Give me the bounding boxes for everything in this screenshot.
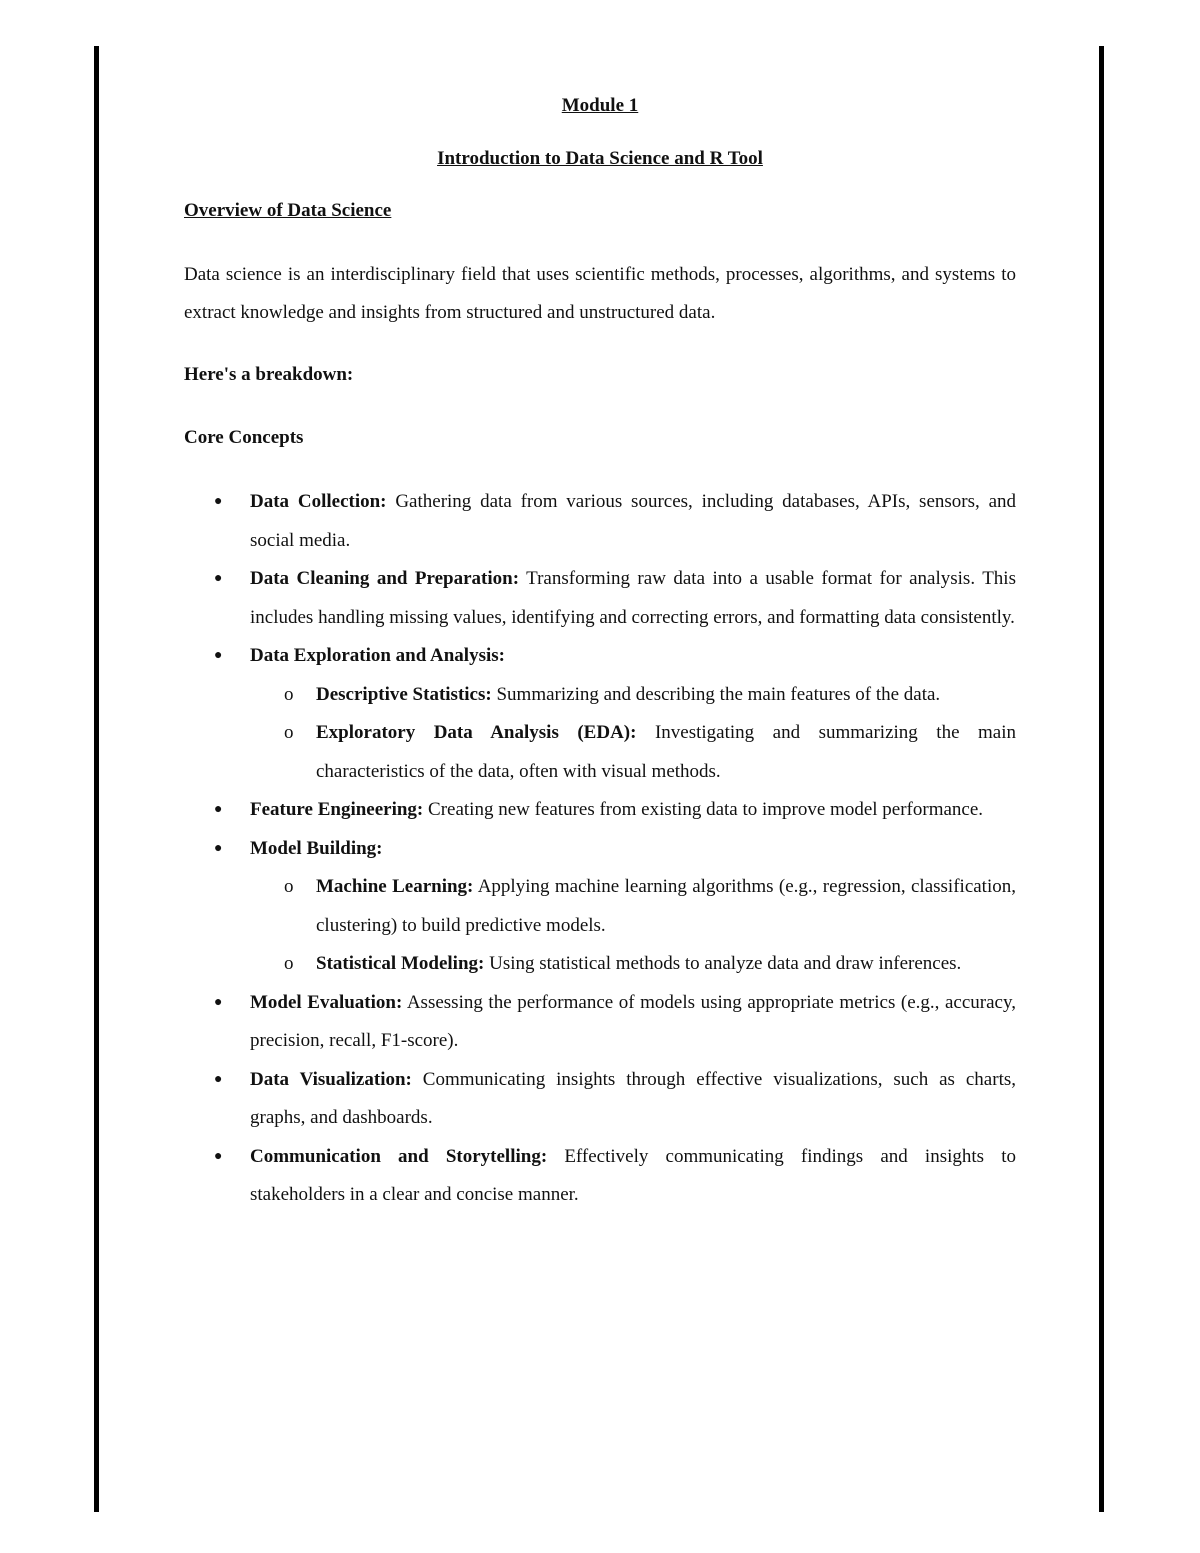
sub-bullet-icon: o bbox=[284, 953, 294, 974]
item-term: Exploratory Data Analysis (EDA): bbox=[316, 722, 637, 743]
item-term: Data Cleaning and Preparation: bbox=[250, 568, 520, 589]
sub-bullet-icon: o bbox=[284, 876, 294, 897]
item-term: Data Visualization: bbox=[250, 1068, 412, 1090]
item-term: Data Exploration and Analysis: bbox=[250, 645, 505, 666]
item-text: Communicating insights through effective visualizations, such as charts, graphs, and dashboards. bbox=[250, 1068, 1016, 1128]
item-text: Assessing the performance of models using appropriate metrics (e.g., accuracy, precision, recall, F1-score). bbox=[250, 991, 1016, 1051]
core-concepts-label: Core Concepts bbox=[184, 427, 304, 448]
document-body bbox=[184, 88, 1016, 1215]
sub-list-item bbox=[250, 714, 1016, 791]
module-title: Module 1 bbox=[561, 95, 639, 116]
item-text: Investigating and summarizing the main characteristics of the data, often with visual methods. bbox=[316, 722, 1016, 782]
item-term: Data Collection: bbox=[250, 491, 387, 512]
sub-list bbox=[250, 676, 1016, 792]
item-term: Communication and Storytelling: bbox=[250, 1145, 548, 1167]
bullet-icon: ● bbox=[214, 571, 223, 586]
bullet-icon: ● bbox=[214, 840, 223, 856]
page-border-left bbox=[94, 46, 99, 1512]
list-item bbox=[184, 637, 1016, 791]
item-term: Feature Engineering: bbox=[250, 799, 424, 820]
sub-bullet-icon: o bbox=[284, 722, 294, 743]
bullet-icon: ● bbox=[214, 494, 223, 509]
core-concepts-list bbox=[184, 483, 1016, 1215]
list-item bbox=[184, 1138, 1016, 1215]
list-item bbox=[184, 984, 1016, 1061]
list-item bbox=[184, 560, 1016, 637]
sub-bullet-icon: o bbox=[284, 683, 294, 705]
item-text: Creating new features from existing data to improve model performance. bbox=[423, 799, 984, 820]
bullet-icon: ● bbox=[214, 1148, 223, 1164]
item-text: Using statistical methods to analyze data and draw inferences. bbox=[484, 953, 962, 974]
intro-paragraph: Data science is an interdisciplinary field that uses scientific methods, processes, algorithms, and systems to extract knowledge and insights from structured and unstructured data. bbox=[184, 264, 1016, 323]
item-text: Gathering data from various sources, including databases, APIs, sensors, and social media. bbox=[250, 491, 1016, 551]
list-item bbox=[184, 483, 1016, 560]
item-text: Transforming raw data into a usable format for analysis. This includes handling missing values, identifying and correcting errors, and formatting data consistently. bbox=[250, 568, 1016, 628]
bullet-icon: ● bbox=[214, 802, 223, 817]
list-item bbox=[184, 1061, 1016, 1138]
bullet-icon: ● bbox=[214, 648, 223, 663]
breakdown-label: Here's a breakdown: bbox=[184, 364, 354, 385]
item-term: Statistical Modeling: bbox=[316, 953, 485, 974]
item-term: Model Evaluation: bbox=[250, 991, 403, 1013]
item-text: Applying machine learning algorithms (e.g., regression, classification, clustering) to build predictive models. bbox=[316, 876, 1016, 936]
item-text: Summarizing and describing the main features of the data. bbox=[491, 683, 941, 705]
sub-list-item bbox=[250, 868, 1016, 945]
list-item bbox=[184, 791, 1016, 830]
sub-list-item bbox=[250, 676, 1016, 715]
item-text: Effectively communicating findings and insights to stakeholders in a clear and concise manner. bbox=[250, 1145, 1016, 1205]
bullet-icon: ● bbox=[214, 1071, 223, 1087]
page-border-right bbox=[1099, 46, 1104, 1512]
item-term: Descriptive Statistics: bbox=[316, 683, 492, 705]
sub-list-item bbox=[250, 945, 1016, 984]
item-term: Model Building: bbox=[250, 837, 383, 859]
list-item bbox=[184, 830, 1016, 984]
course-title: Introduction to Data Science and R Tool bbox=[437, 148, 763, 169]
sub-list bbox=[250, 868, 1016, 984]
bullet-icon: ● bbox=[214, 994, 223, 1010]
item-term: Machine Learning: bbox=[316, 876, 474, 897]
section-heading: Overview of Data Science bbox=[184, 200, 392, 221]
